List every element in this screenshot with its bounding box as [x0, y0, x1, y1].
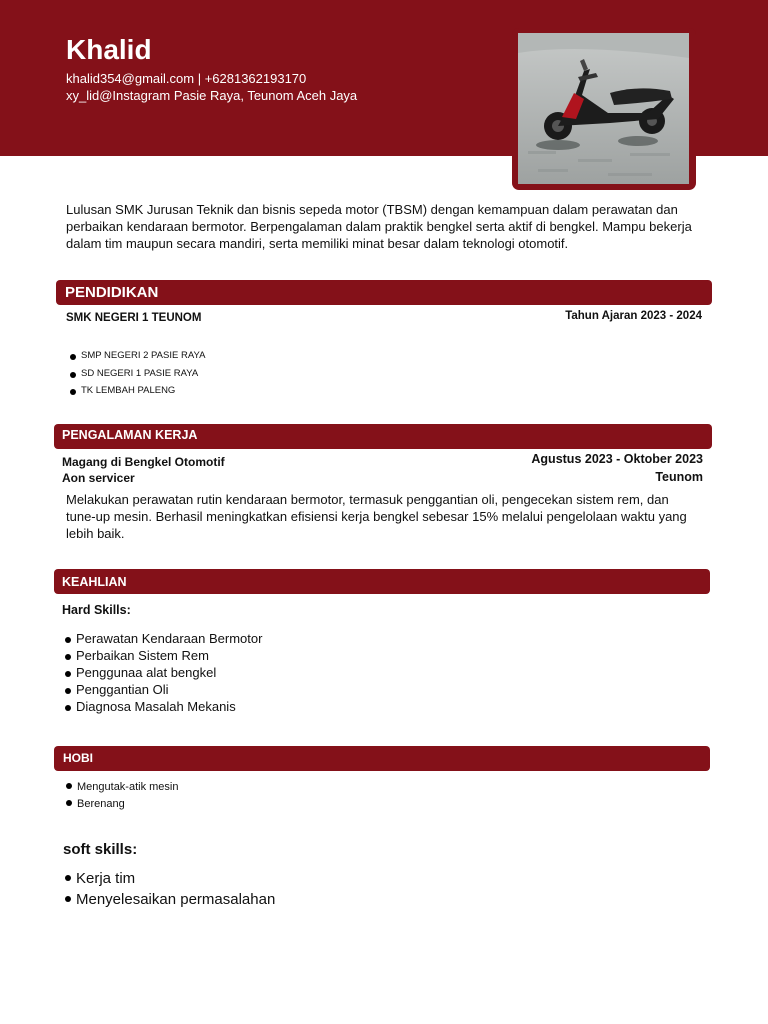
education-other-list	[65, 350, 205, 403]
education-item: TK LEMBAH PALENG	[65, 385, 205, 403]
skills-heading: KEAHLIAN	[62, 575, 127, 589]
education-heading: PENDIDIKAN	[65, 284, 159, 301]
contact-social-address: xy_lid@Instagram Pasie Raya, Teunom Aceh Jaya	[66, 88, 358, 103]
contact-email-phone: khalid354@gmail.com | +6281362193170	[66, 71, 307, 86]
education-item: SMP NEGERI 2 PASIE RAYA	[65, 350, 205, 368]
hard-skill-item: Penggantian Oli	[60, 682, 262, 699]
education-school: SMK NEGERI 1 TEUNOM	[66, 312, 202, 324]
motorcycle-photo	[518, 33, 689, 184]
soft-skill-item: Kerja tim	[60, 870, 275, 891]
candidate-name: Khalid	[66, 34, 152, 65]
hard-skill-item: Diagnosa Masalah Mekanis	[60, 699, 262, 716]
experience-heading: PENGALAMAN KERJA	[62, 428, 198, 442]
experience-description: Melakukan perawatan rutin kendaraan bermotor, termasuk penggantian oli, pengecekan sistem rem, dan tune-up mesin. Berhasil meningkatkan efisiensi kerja bengkel sebesar 15% melalui pengelolaan waktu yang lebih baik.	[66, 492, 687, 541]
hard-skill-item: Perawatan Kendaraan Bermotor	[60, 631, 262, 648]
education-period: Tahun Ajaran 2023 - 2024	[565, 310, 702, 322]
profile-photo-frame	[512, 28, 696, 190]
hard-skills-label: Hard Skills:	[62, 603, 131, 617]
experience-section-header	[54, 424, 712, 449]
experience-location: Teunom	[655, 470, 703, 484]
soft-skills-label: soft skills:	[63, 841, 138, 858]
hobbies-section-header	[54, 746, 710, 771]
profile-summary: Lulusan SMK Jurusan Teknik dan bisnis sepeda motor (TBSM) dengan kemampuan dalam perawatan dan perbaikan kendaraan bermotor. Berpengalaman dalam praktik bengkel serta aktif di bengkel. Mampu bekerja dalam tim maupun secara mandiri, serta memiliki minat besar dalam teknologi otomotif.	[66, 202, 692, 251]
education-item: SD NEGERI 1 PASIE RAYA	[65, 368, 205, 386]
hard-skill-item: Perbaikan Sistem Rem	[60, 648, 262, 665]
experience-title: Magang di Bengkel Otomotif	[62, 455, 225, 469]
soft-skill-item: Menyelesaikan permasalahan	[60, 891, 275, 912]
skills-section-header	[54, 569, 710, 594]
contact-info	[66, 70, 357, 104]
hard-skills-list	[60, 631, 262, 716]
hard-skill-item: Penggunaa alat bengkel	[60, 665, 262, 682]
experience-period: Agustus 2023 - Oktober 2023	[531, 452, 703, 466]
hobby-item: Berenang	[61, 797, 179, 814]
experience-company: Aon servicer	[62, 471, 135, 485]
hobby-item: Mengutak-atik mesin	[61, 780, 179, 797]
hobbies-list	[61, 780, 179, 814]
education-section-header	[56, 280, 712, 305]
soft-skills-list	[60, 870, 275, 912]
hobbies-heading: HOBI	[63, 751, 93, 765]
